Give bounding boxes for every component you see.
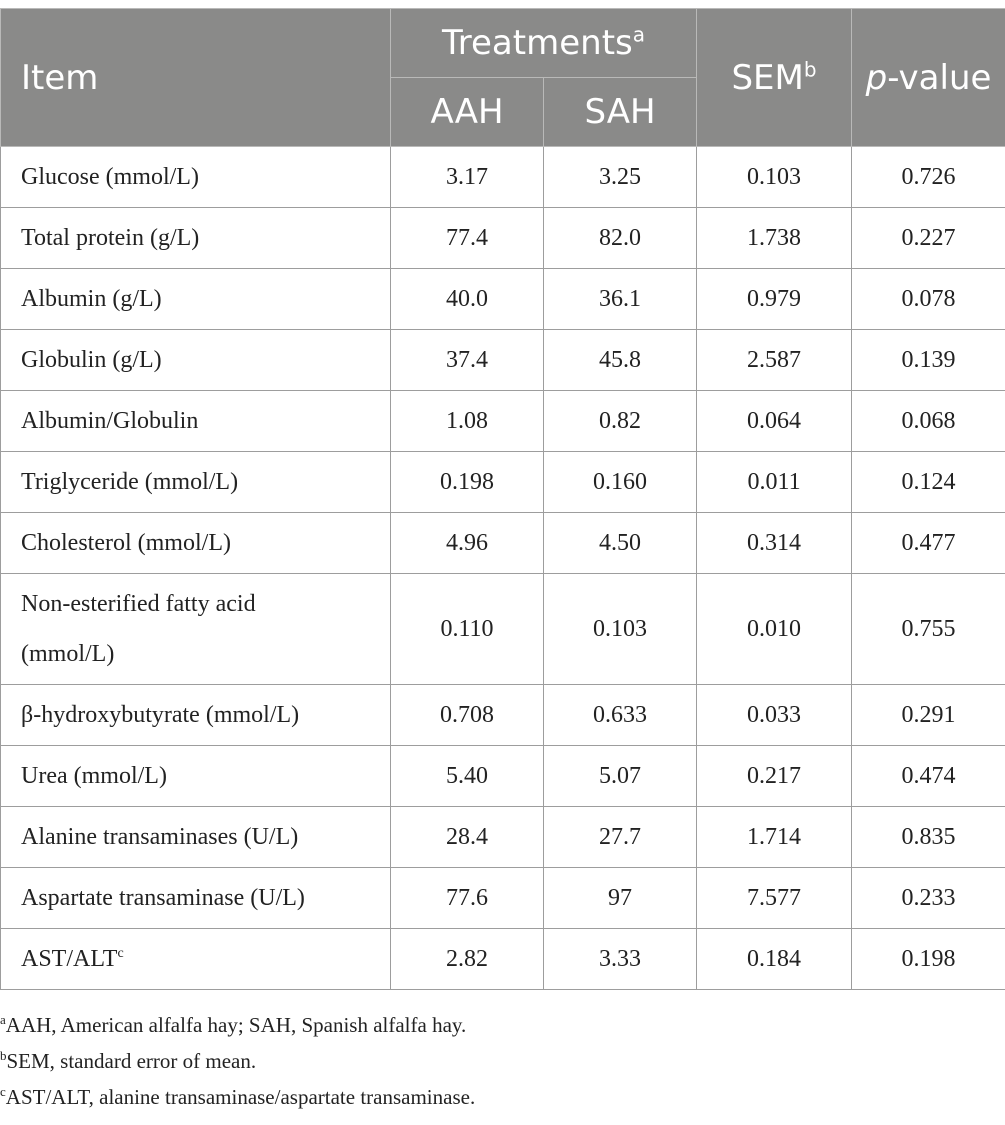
footnote (0, 1043, 1005, 1079)
table-row (1, 746, 1005, 807)
row-sah: 4.50 (544, 513, 697, 574)
header-item: Item (1, 9, 391, 147)
row-item: Albumin (g/L) (1, 269, 391, 330)
row-aah: 2.82 (391, 929, 544, 990)
row-p-value: 0.835 (852, 807, 1005, 868)
row-item: β-hydroxybutyrate (mmol/L) (1, 685, 391, 746)
table-row (1, 452, 1005, 513)
row-sah: 3.25 (544, 147, 697, 208)
row-sah: 0.160 (544, 452, 697, 513)
row-sem: 0.064 (697, 391, 852, 452)
footnote-mark: b (0, 1048, 7, 1063)
table-row (1, 208, 1005, 269)
header-treatments-footnote-mark: a (632, 22, 645, 47)
row-item: Globulin (g/L) (1, 330, 391, 391)
row-sah: 36.1 (544, 269, 697, 330)
row-sem: 2.587 (697, 330, 852, 391)
footnote-text: AAH, American alfalfa hay; SAH, Spanish alfalfa hay. (5, 1013, 467, 1037)
header-sem-footnote-mark: b (803, 57, 817, 82)
row-p-value: 0.477 (852, 513, 1005, 574)
row-p-value: 0.233 (852, 868, 1005, 929)
row-aah: 77.4 (391, 208, 544, 269)
row-sem: 0.010 (697, 574, 852, 685)
row-sah: 0.103 (544, 574, 697, 685)
row-p-value: 0.726 (852, 147, 1005, 208)
row-p-value: 0.227 (852, 208, 1005, 269)
table-row (1, 147, 1005, 208)
table-row (1, 685, 1005, 746)
blood-parameters-table (0, 8, 1005, 990)
table-row (1, 391, 1005, 452)
row-sah: 3.33 (544, 929, 697, 990)
row-aah: 40.0 (391, 269, 544, 330)
row-sem: 0.033 (697, 685, 852, 746)
table-footnotes (0, 1007, 1005, 1115)
row-sah: 27.7 (544, 807, 697, 868)
footnote (0, 1007, 1005, 1043)
row-sem: 1.738 (697, 208, 852, 269)
row-aah: 28.4 (391, 807, 544, 868)
row-item: Aspartate transaminase (U/L) (1, 868, 391, 929)
row-aah: 0.198 (391, 452, 544, 513)
row-aah: 4.96 (391, 513, 544, 574)
row-aah: 37.4 (391, 330, 544, 391)
row-sem: 1.714 (697, 807, 852, 868)
row-item-footnote-mark: c (117, 946, 124, 961)
row-p-value: 0.068 (852, 391, 1005, 452)
table-row (1, 330, 1005, 391)
footnote-mark: a (0, 1012, 6, 1027)
row-aah: 77.6 (391, 868, 544, 929)
header-p-value: p-value (852, 9, 1005, 147)
table-body (1, 147, 1005, 990)
row-p-value: 0.078 (852, 269, 1005, 330)
row-item: Urea (mmol/L) (1, 746, 391, 807)
row-p-value: 0.755 (852, 574, 1005, 685)
table-row (1, 929, 1005, 990)
row-aah: 3.17 (391, 147, 544, 208)
row-item: AST/ALT$^c$ (1, 929, 391, 990)
row-sem: 0.103 (697, 147, 852, 208)
row-sah: 45.8 (544, 330, 697, 391)
footnote (0, 1079, 1005, 1115)
row-item: Triglyceride (mmol/L) (1, 452, 391, 513)
header-sah: SAH (544, 78, 697, 147)
row-item: Albumin/Globulin (1, 391, 391, 452)
row-p-value: 0.474 (852, 746, 1005, 807)
row-sah: 5.07 (544, 746, 697, 807)
row-sem: 7.577 (697, 868, 852, 929)
row-p-value: 0.198 (852, 929, 1005, 990)
table-header (1, 9, 1005, 147)
row-item: Non-esterified fatty acid (mmol/L) (1, 574, 391, 685)
row-aah: 1.08 (391, 391, 544, 452)
row-sah: 82.0 (544, 208, 697, 269)
row-sem: 0.217 (697, 746, 852, 807)
header-aah: AAH (391, 78, 544, 147)
row-sah: 97 (544, 868, 697, 929)
row-sem: 0.184 (697, 929, 852, 990)
table-row (1, 807, 1005, 868)
row-item: Total protein (g/L) (1, 208, 391, 269)
header-treatments: Treatments$^a$ (391, 9, 697, 78)
row-p-value: 0.124 (852, 452, 1005, 513)
row-item: Glucose (mmol/L) (1, 147, 391, 208)
row-sem: 0.314 (697, 513, 852, 574)
header-sem: SEM$^b$ (697, 9, 852, 147)
row-sah: 0.82 (544, 391, 697, 452)
row-sem: 0.979 (697, 269, 852, 330)
table-row (1, 868, 1005, 929)
row-item: Cholesterol (mmol/L) (1, 513, 391, 574)
row-sah: 0.633 (544, 685, 697, 746)
row-item: Alanine transaminases (U/L) (1, 807, 391, 868)
data-table-container (0, 8, 1005, 990)
row-aah: 0.708 (391, 685, 544, 746)
footnote-text: SEM, standard error of mean. (6, 1049, 257, 1073)
row-p-value: 0.139 (852, 330, 1005, 391)
table-row (1, 574, 1005, 685)
row-p-value: 0.291 (852, 685, 1005, 746)
table-row (1, 269, 1005, 330)
row-aah: 0.110 (391, 574, 544, 685)
table-row (1, 513, 1005, 574)
footnote-mark: c (0, 1084, 6, 1099)
footnote-text: AST/ALT, alanine transaminase/aspartate transaminase. (5, 1085, 476, 1109)
row-sem: 0.011 (697, 452, 852, 513)
row-aah: 5.40 (391, 746, 544, 807)
